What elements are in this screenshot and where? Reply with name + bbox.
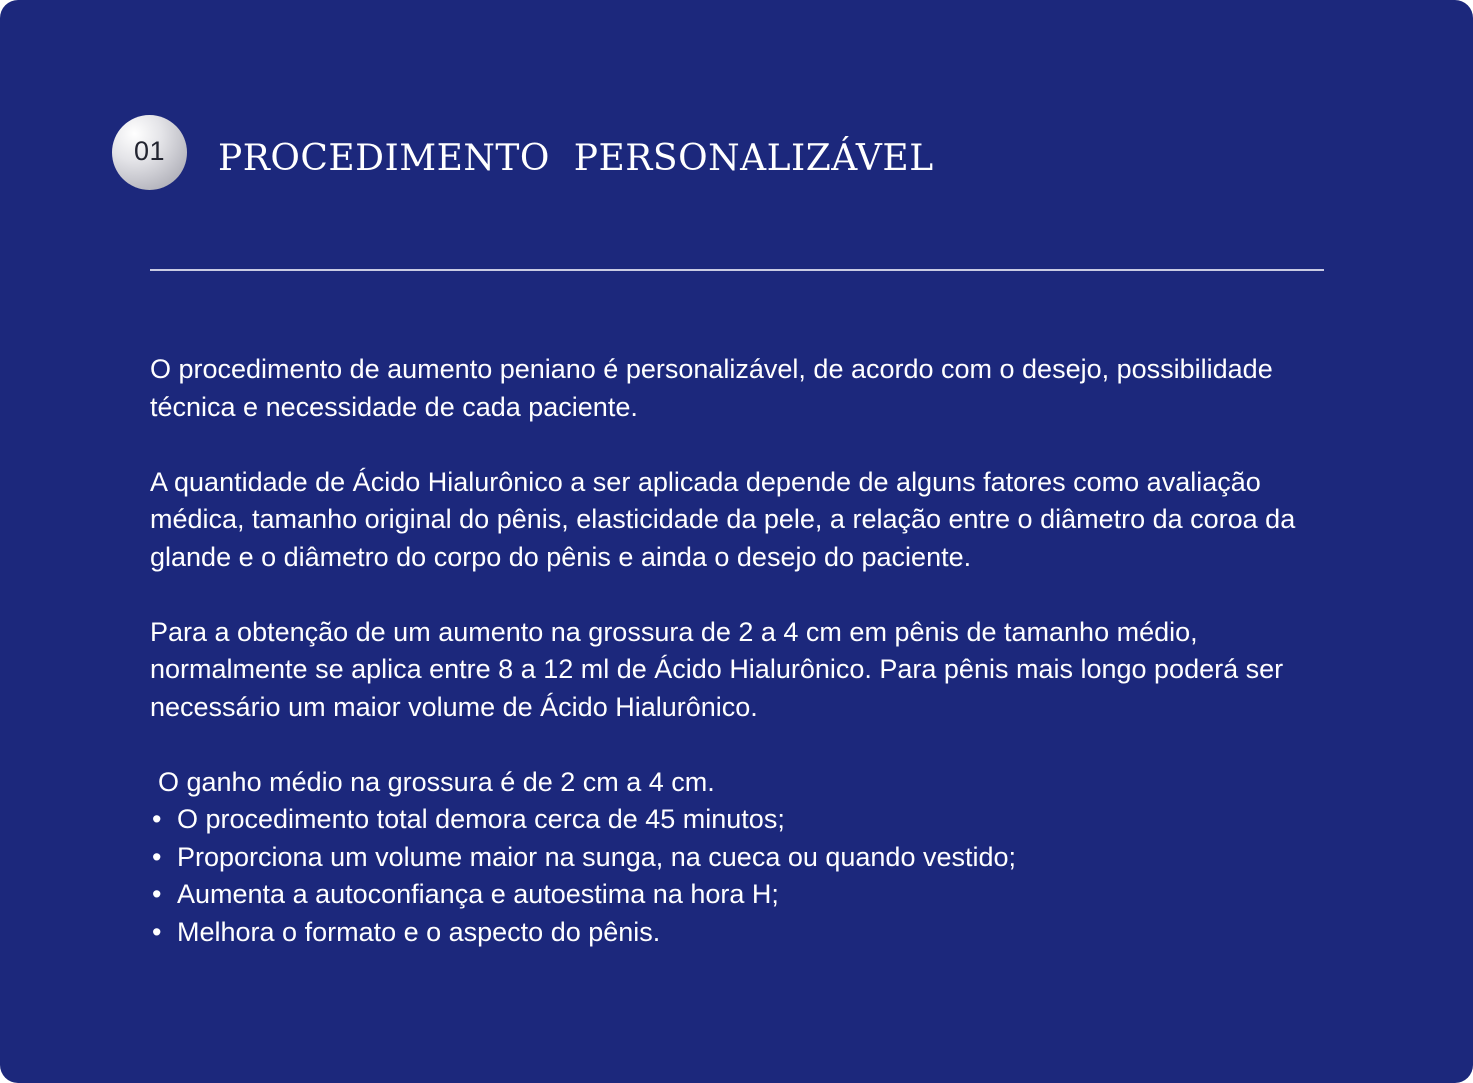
list-item (150, 914, 1340, 952)
list-lead: O ganho médio na grossura é de 2 cm a 4 cm. (158, 766, 715, 797)
divider-line (150, 269, 1324, 271)
list-item-text: Aumenta a autoconfiança e autoestima na hora H; (177, 879, 779, 909)
bullet-icon: • (152, 916, 162, 947)
step-number-badge (112, 115, 187, 190)
list-item (150, 801, 1340, 839)
list-item-text: Proporciona um volume maior na sunga, na cueca ou quando vestido; (177, 841, 1017, 872)
step-number: 01 (133, 136, 166, 166)
list-item-text: O procedimento total demora cerca de 45 minutos; (177, 804, 785, 834)
list-item (150, 839, 1340, 877)
benefits-list (150, 801, 1340, 951)
list-item-text: Melhora o formato e o aspecto do pênis. (177, 916, 661, 947)
list-item (150, 876, 1340, 914)
bullet-icon: • (152, 804, 162, 834)
section-title: PROCEDIMENTO PERSONALIZÁVEL (218, 138, 934, 179)
bullet-icon: • (152, 879, 162, 909)
content-body (150, 351, 1340, 951)
bullet-icon: • (152, 841, 162, 872)
paragraph-intro: O procedimento de aumento peniano é personalizável, de acordo com o desejo, possibilidade técnica e necessidade de cada paciente. (150, 354, 1273, 422)
paragraph-dosage: Para a obtenção de um aumento na grossura de 2 a 4 cm em pênis de tamanho médio, normalmente se aplica entre 8 a 12 ml de Ácido Hialurônico. Para pênis mais longo poderá ser necessário um maior volume de Ácido Hialurônico. (150, 616, 1284, 722)
paragraph-quantity: A quantidade de Ácido Hialurônico a ser aplicada depende de alguns fatores como avaliação médica, tamanho original do pênis, elasticidade da pele, a relação entre o diâmetro da coroa da glande e o diâmetro do corpo do pênis e ainda o desejo do paciente. (150, 466, 1296, 572)
